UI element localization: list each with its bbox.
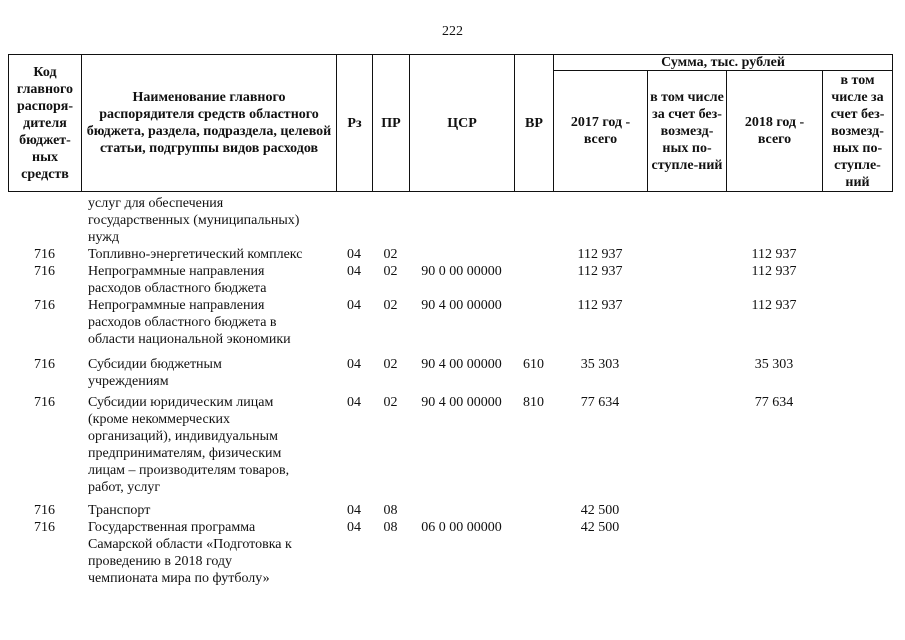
cell-sum-2018: 112 937 bbox=[751, 247, 797, 262]
table-header bbox=[8, 54, 893, 192]
cell-pr: 02 bbox=[383, 247, 398, 262]
header-code: Код главного распоря-дителя бюджет-ных средств bbox=[8, 54, 82, 192]
cell-csr: 90 0 00 00000 bbox=[421, 264, 502, 279]
cell-name: Субсидии бюджетным учреждениям bbox=[88, 357, 222, 389]
cell-rz: 04 bbox=[347, 247, 361, 262]
cell-code: 716 bbox=[34, 298, 55, 313]
cell-rz: 04 bbox=[347, 357, 361, 372]
cell-name: Субсидии юридическим лицам (кроме некоммерческих организаций), индивидуальным предпринимателям, физическим лицам – производителям товаров, работ, услуг bbox=[88, 395, 290, 495]
header-2018-incl: в том числе за счет без-возмезд-ных по-ступле-ний bbox=[822, 70, 893, 192]
cell-code: 716 bbox=[34, 247, 55, 262]
cell-code: 716 bbox=[34, 520, 55, 535]
cell-rz: 04 bbox=[347, 298, 361, 313]
cell-csr: 90 4 00 00000 bbox=[421, 357, 502, 372]
cell-pr: 08 bbox=[383, 520, 398, 535]
cell-name: Транспорт bbox=[88, 503, 151, 518]
cell-sum-2017: 35 303 bbox=[580, 357, 620, 372]
cell-pr: 02 bbox=[383, 264, 398, 279]
cell-sum-2017: 42 500 bbox=[580, 520, 620, 535]
header-name: Наименование главного распорядителя средств областного бюджета, раздела, подраздела, целевой статьи, подгруппы видов расходов bbox=[81, 54, 337, 192]
header-2018-total: 2018 год - всего bbox=[726, 70, 823, 192]
page-number: 222 bbox=[442, 24, 463, 39]
cell-sum-2018: 77 634 bbox=[754, 395, 794, 410]
header-csr: ЦСР bbox=[409, 54, 515, 192]
header-2017-total: 2017 год - всего bbox=[553, 70, 648, 192]
cell-name: Государственная программа Самарской области «Подготовка к проведению в 2018 году чемпионата мира по футболу» bbox=[88, 520, 292, 586]
cell-sum-2018: 112 937 bbox=[751, 264, 797, 279]
cell-name: Непрограммные направления расходов областного бюджета bbox=[88, 264, 267, 296]
cell-rz: 04 bbox=[347, 395, 361, 410]
cell-sum-2017: 77 634 bbox=[580, 395, 620, 410]
header-pr: ПР bbox=[372, 54, 410, 192]
cell-code: 716 bbox=[34, 357, 55, 372]
header-2017-incl: в том числе за счет без-возмезд-ных по-ступле-ний bbox=[647, 70, 727, 192]
cell-vr: 610 bbox=[523, 357, 544, 372]
cell-sum-2017: 112 937 bbox=[577, 264, 623, 279]
cell-name: услуг для обеспечения государственных (муниципальных) нужд bbox=[88, 196, 300, 245]
cell-name: Топливно-энергетический комплекс bbox=[88, 247, 303, 262]
cell-sum-2017: 112 937 bbox=[577, 298, 623, 313]
cell-name: Непрограммные направления расходов областного бюджета в области национальной экономики bbox=[88, 298, 291, 347]
cell-pr: 02 bbox=[383, 395, 398, 410]
cell-vr: 810 bbox=[523, 395, 544, 410]
cell-pr: 02 bbox=[383, 357, 398, 372]
cell-code: 716 bbox=[34, 264, 55, 279]
cell-rz: 04 bbox=[347, 264, 361, 279]
cell-rz: 04 bbox=[347, 520, 361, 535]
cell-csr: 90 4 00 00000 bbox=[421, 298, 502, 313]
cell-sum-2017: 112 937 bbox=[577, 247, 623, 262]
cell-sum-2017: 42 500 bbox=[580, 503, 620, 518]
cell-pr: 02 bbox=[383, 298, 398, 313]
header-sum: Сумма, тыс. рублей bbox=[553, 54, 893, 71]
cell-sum-2018: 35 303 bbox=[754, 357, 794, 372]
header-vr: ВР bbox=[514, 54, 554, 192]
cell-code: 716 bbox=[34, 395, 55, 410]
cell-code: 716 bbox=[34, 503, 55, 518]
cell-pr: 08 bbox=[383, 503, 398, 518]
header-rz: Рз bbox=[336, 54, 373, 192]
cell-csr: 06 0 00 00000 bbox=[421, 520, 502, 535]
cell-rz: 04 bbox=[347, 503, 361, 518]
cell-sum-2018: 112 937 bbox=[751, 298, 797, 313]
cell-csr: 90 4 00 00000 bbox=[421, 395, 502, 410]
